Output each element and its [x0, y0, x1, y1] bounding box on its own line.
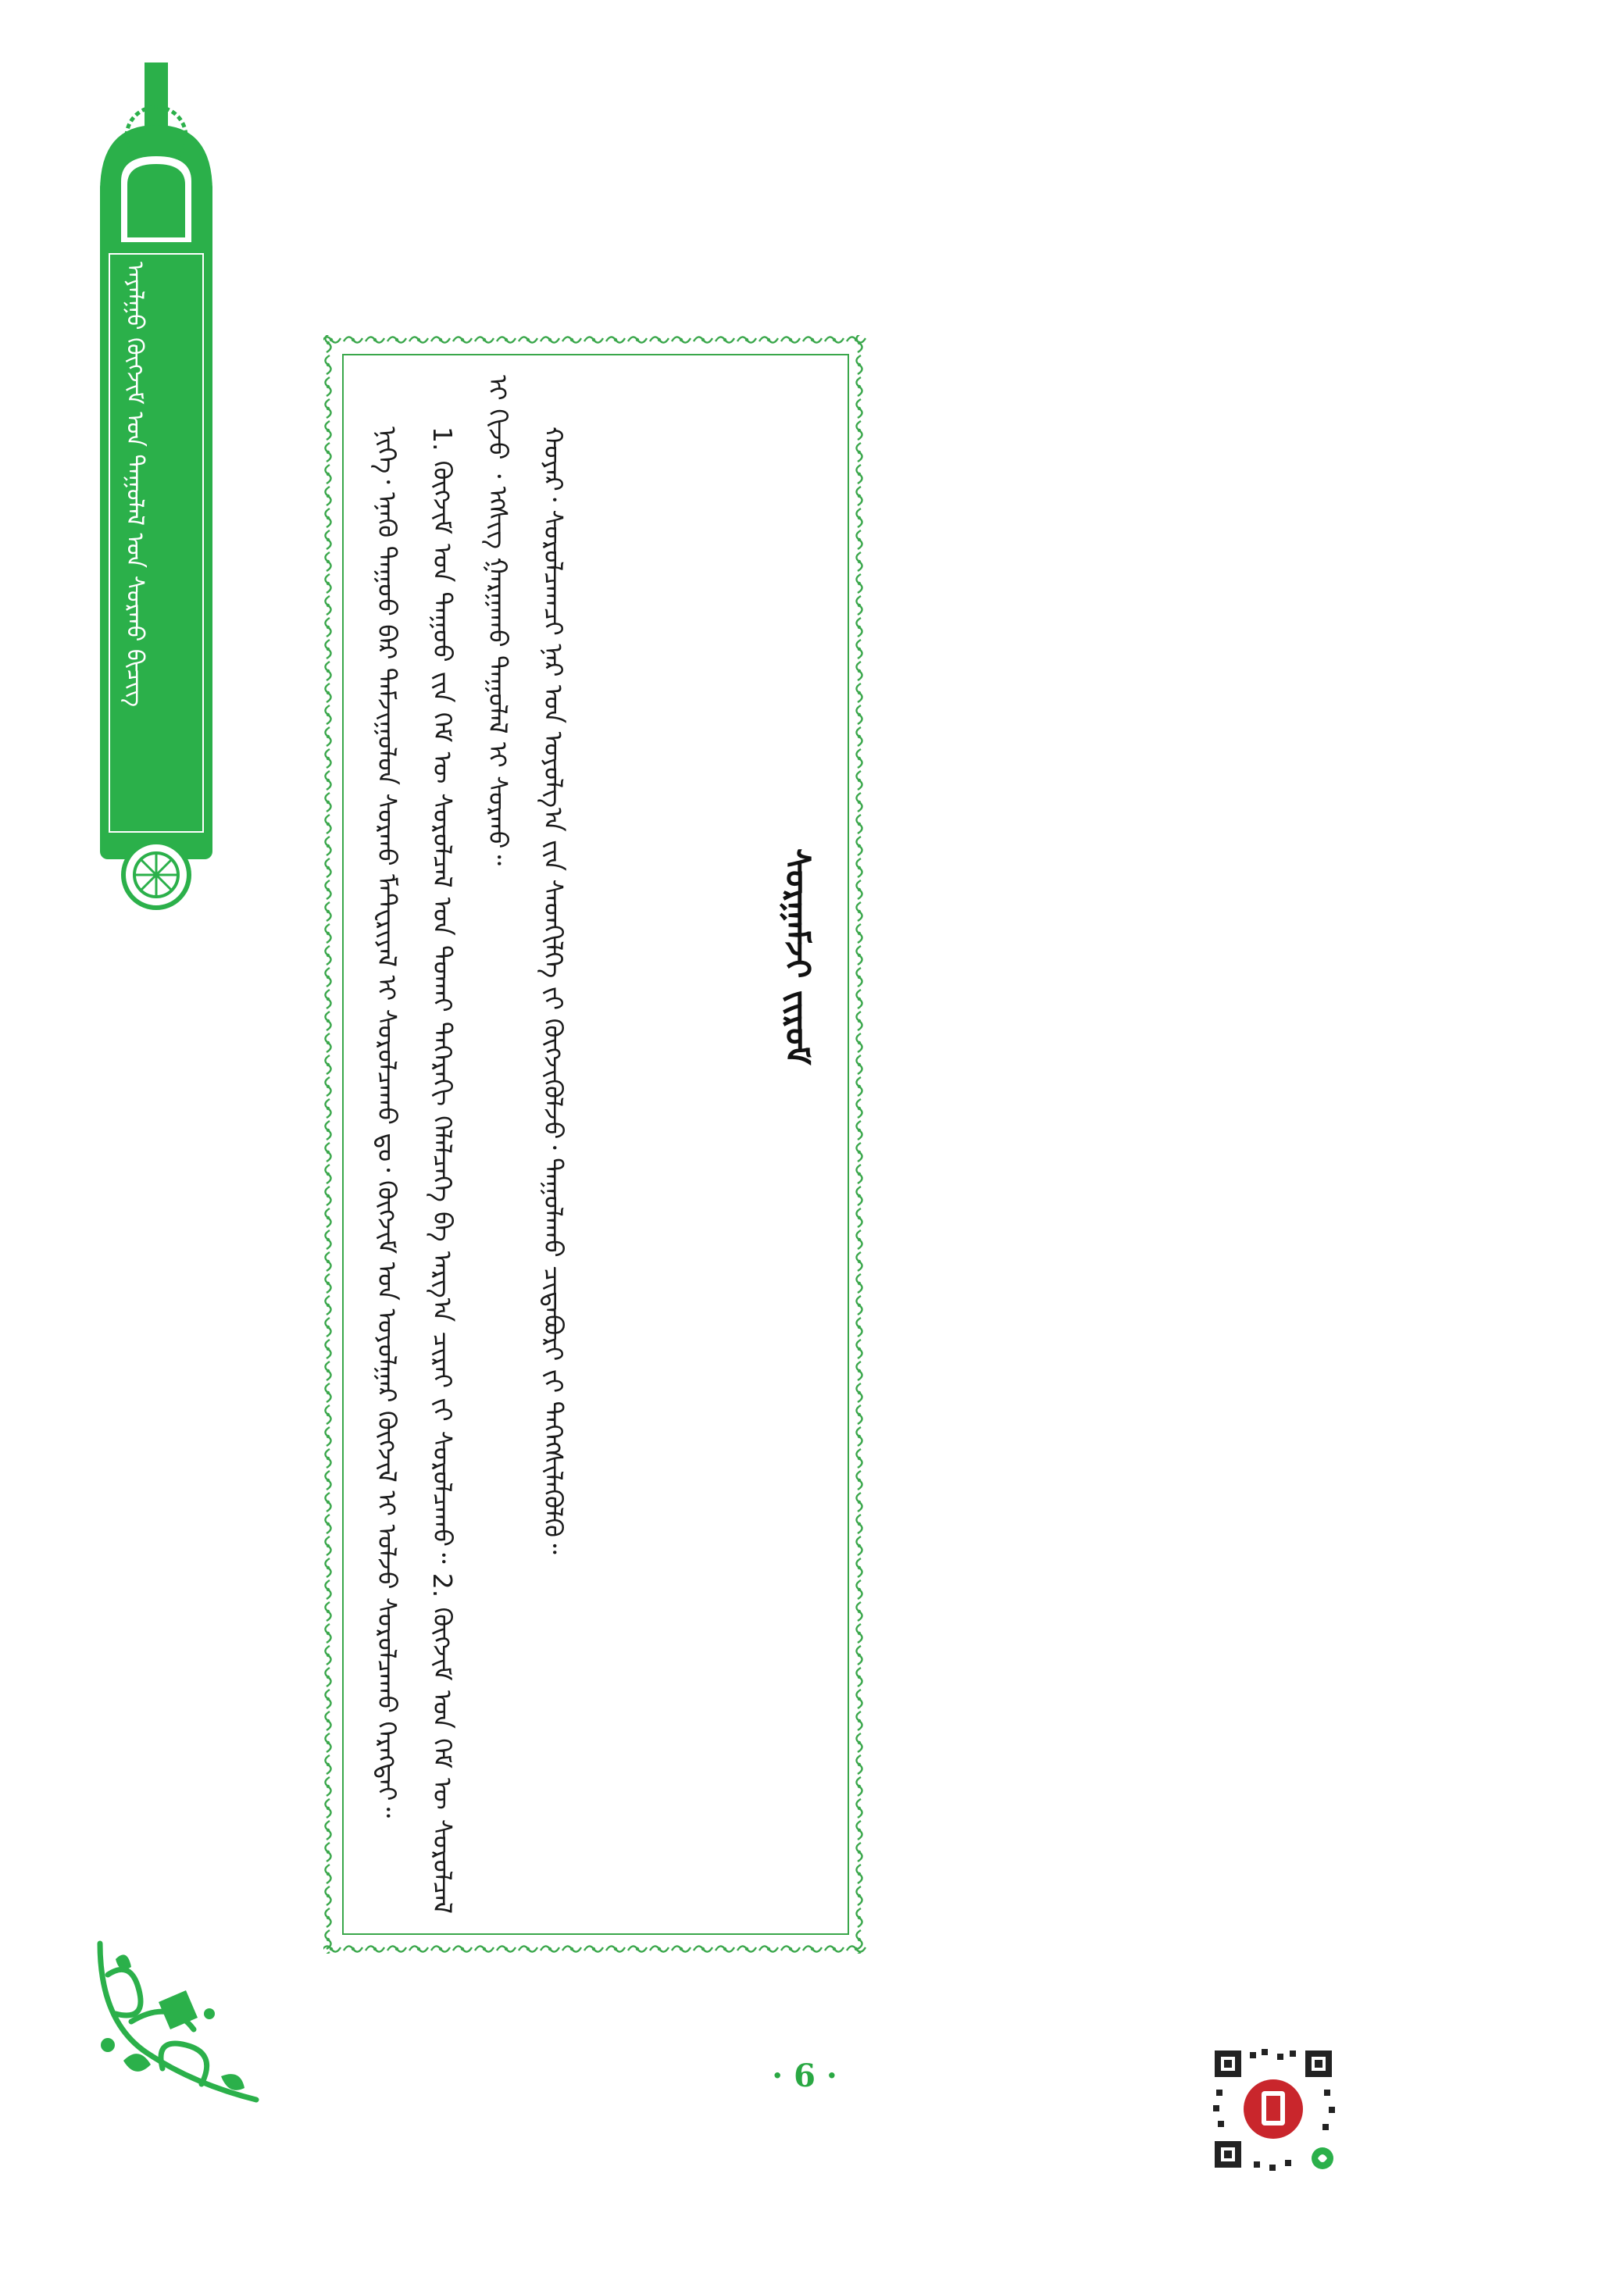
section-heading: ᠰᠤᠷᠭᠠᠮᠵᠢ ᠵᠢᠷᠤᠮ [777, 848, 817, 1065]
bookmark-title: ᠠᠶᠠᠯᠭᠤ ᠬᠥᠭᠵᠢᠮ ᠤᠨ ᠳᠠᠭᠤᠯᠠᠯ ᠤᠨ ᠰᠤᠷᠬᠤ ᠪᠢᠴᠢᠭ [121, 262, 148, 708]
page-number: · 6 · [772, 2058, 837, 2094]
paragraph: 1. ᠬᠦᠭᠵᠢᠮ ᠤᠨ ᠳᠠᠭᠤᠤ ᠶ᠋ᠢᠨ ᠬᠡᠮ ᠦ ᠰᠤᠷᠤᠯᠴᠠᠯ ᠤᠨ ᠲᠤᠬᠠᠢ ᠳᠡᠭᠡᠷᠡᠬᠢ ᠬᠡᠯᠡᠯᠴᠡᠭᠡ ᠪᠠ ᠠᠷᠭ᠎ᠠ ᠴᠢᠷᠠᠢ ᠶ᠋ᠢ ᠰᠤᠷᠤᠯᠴᠠᠬᠤ᠃ 2. ᠬᠦᠭᠵᠢᠮ ᠤᠨ ᠬᠡᠮ ᠦ ᠰᠤᠷᠤᠯᠴᠠᠯ ᠢ ᠬᠢᠵᠦ ᠂ ᠡᠭᠰᠢᠭ ᠭᠠᠷᠭᠠᠬᠤ ᠳᠠᠭᠤᠯᠠᠯ ᠢ ᠰᠤᠷᠬᠤ᠃ [427, 375, 513, 1914]
bookmark-ribbon [0, 0, 250, 945]
floral-corner-ornament [84, 1928, 272, 2115]
content-frame [320, 332, 871, 1957]
paragraph: ᠨᠢᠭᠡ᠂ ᠡᠨᠡᠬᠦ ᠳᠠᠭᠤᠤ ᠪᠠᠷ ᠳᠠᠮᠵᠢᠭᠤᠯᠤᠨ ᠰᠤᠷᠬᠤ ᠮᠠᠲᠧᠷᠢᠶᠠᠯ ᠢ ᠰᠤᠷᠤᠯᠴᠠᠬᠤ ᠳᠤ᠂ ᠬᠦᠭᠵᠢᠮ ᠤᠨ ᠤᠶᠤᠯᠭᠠᠷ ᠬᠥᠭᠵᠢᠯ ᠢ ᠣᠯᠵᠤ ᠰᠤᠷᠤᠯᠴᠠᠬᠤ ᠬᠡᠷᠡᠭᠲᠡᠢ᠃ [372, 427, 402, 1818]
qr-code-icon[interactable] [1207, 2043, 1340, 2175]
paragraph: ᠬᠤᠶᠠᠷ᠂ ᠰᠤᠷᠤᠯᠴᠠᠭᠴᠢ ᠨᠠᠷ ᠤᠨ ᠤᠶᠤᠯᠭ᠎ᠠ ᠶ᠋ᠢᠨ ᠰᠡᠳᠬᠢᠯᠭᠡ ᠶ᠋ᠢ ᠬᠥᠭᠵᠢᠭᠦᠯᠵᠦ᠂ ᠳᠠᠭᠤᠯᠠᠬᠤ ᠴᠢᠳᠠᠪᠤᠷᠢ ᠶ᠋ᠢ ᠳᠡᠭᠡᠭᠰᠢᠯᠡᠭᠦᠯᠬᠦ᠃ [538, 427, 569, 1554]
body-text [359, 375, 750, 1914]
